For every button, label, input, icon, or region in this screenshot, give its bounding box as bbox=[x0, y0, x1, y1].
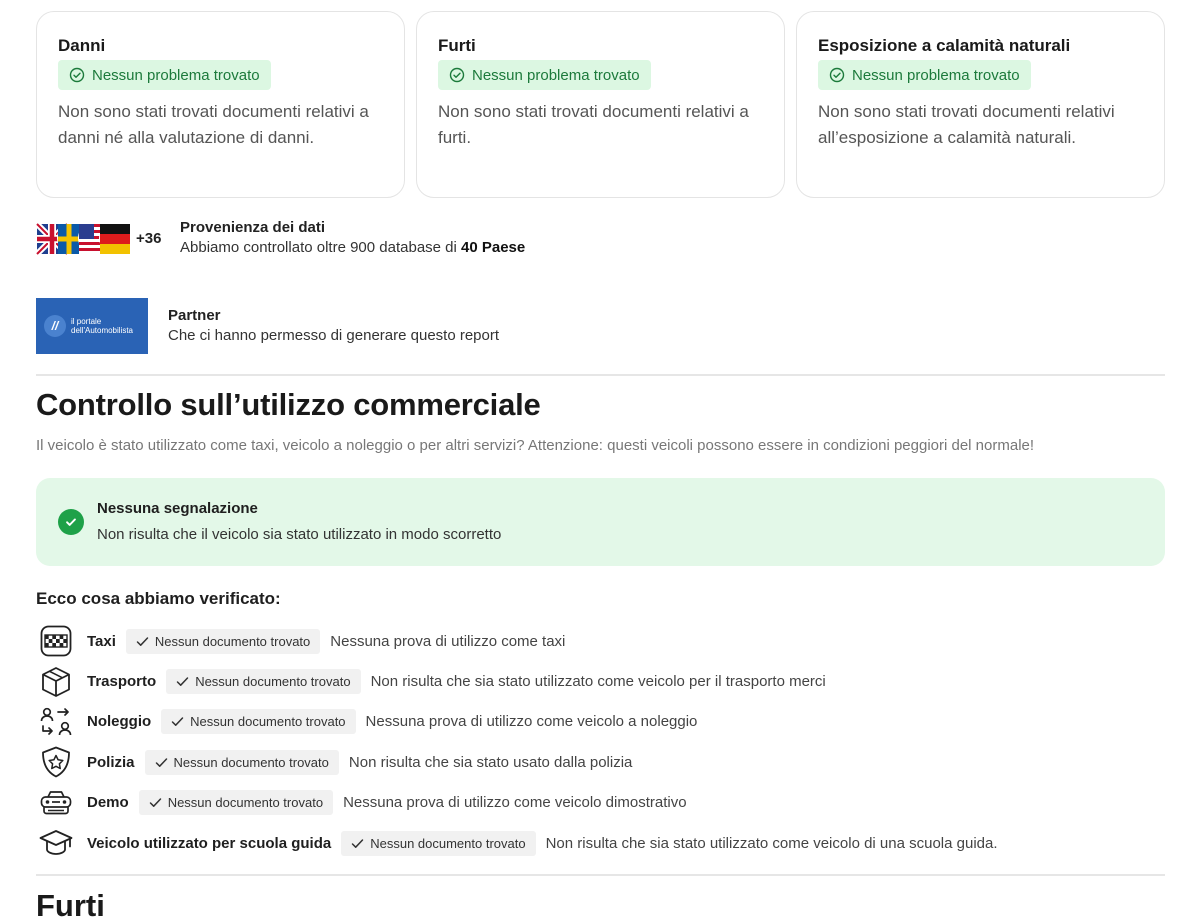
status-badge bbox=[438, 60, 651, 90]
card-calamita bbox=[796, 11, 1165, 198]
taxi-icon bbox=[36, 624, 76, 658]
card-title: Danni bbox=[58, 36, 106, 55]
box-icon bbox=[36, 665, 76, 699]
checkmark-icon bbox=[155, 756, 168, 769]
status-badge bbox=[58, 60, 271, 90]
check-description: Non risulta che sia stato utilizzato come veicolo di una scuola guida. bbox=[545, 834, 998, 852]
check-circle-icon bbox=[829, 67, 845, 83]
check-badge: Nessun documento trovato bbox=[161, 709, 355, 734]
check-badge: Nessun documento trovato bbox=[139, 790, 333, 815]
check-badge: Nessun documento trovato bbox=[341, 831, 535, 856]
card-text: Non sono stati trovati documenti relativi a furti. bbox=[438, 102, 749, 147]
divider bbox=[36, 874, 1165, 876]
check-badge: Nessun documento trovato bbox=[126, 629, 320, 654]
card-text: Non sono stati trovati documenti relativi all’esposizione a calamità naturali. bbox=[818, 102, 1115, 147]
next-section-title: Furti bbox=[36, 888, 105, 923]
checked-list-title: Ecco cosa abbiamo verificato: bbox=[36, 589, 281, 608]
check-description: Non risulta che sia stato usato dalla polizia bbox=[348, 753, 633, 771]
germany-flag-icon bbox=[99, 223, 129, 253]
no-issues-alert bbox=[36, 478, 1165, 566]
partner-text bbox=[168, 306, 499, 346]
partner bbox=[36, 298, 499, 354]
card-danni bbox=[36, 11, 405, 198]
demo-car-icon bbox=[36, 786, 76, 820]
status-badge-label: Nessun problema trovato bbox=[472, 66, 640, 84]
check-circle-icon bbox=[69, 67, 85, 83]
check-label: Demo bbox=[87, 794, 129, 812]
divider bbox=[36, 374, 1165, 376]
checkmark-icon bbox=[149, 796, 162, 809]
check-label: Trasporto bbox=[87, 673, 157, 691]
check-label: Noleggio bbox=[87, 713, 152, 731]
sources-text bbox=[180, 218, 525, 258]
data-sources bbox=[36, 217, 525, 259]
check-circle-filled-icon bbox=[58, 509, 84, 535]
check-label: Polizia bbox=[87, 753, 135, 771]
partner-description: Che ci hanno permesso di generare questo report bbox=[168, 327, 500, 344]
checks-list bbox=[36, 621, 998, 863]
rental-icon bbox=[36, 705, 76, 739]
check-row-noleggio bbox=[36, 702, 998, 742]
alert-title: Nessuna segnalazione bbox=[97, 500, 258, 517]
checkmark-icon bbox=[351, 837, 364, 850]
check-description: Non risulta che sia stato utilizzato come veicolo per il trasporto merci bbox=[370, 673, 826, 691]
status-cards bbox=[36, 11, 1165, 198]
partner-logo-text: il portale dell'Automobilista bbox=[71, 317, 134, 335]
status-badge bbox=[818, 60, 1031, 90]
extra-countries-count: +36 bbox=[136, 229, 162, 247]
alert-description: Non risulta che il veicolo sia stato utilizzato in modo scorretto bbox=[97, 526, 502, 543]
status-badge-label: Nessun problema trovato bbox=[852, 66, 1020, 84]
card-title: Furti bbox=[438, 36, 476, 55]
sources-description: Abbiamo controllato oltre 900 database di 40 Paese bbox=[180, 239, 526, 256]
partner-logo-mark: // bbox=[44, 315, 66, 337]
graduation-cap-icon bbox=[36, 826, 76, 860]
checkmark-icon bbox=[171, 715, 184, 728]
check-row-taxi bbox=[36, 621, 998, 661]
check-row-demo bbox=[36, 783, 998, 823]
check-label: Veicolo utilizzato per scuola guida bbox=[87, 834, 332, 852]
partner-logo bbox=[36, 298, 148, 354]
checkmark-icon bbox=[176, 675, 189, 688]
check-row-trasporto bbox=[36, 661, 998, 701]
section-title: Controllo sull’utilizzo commerciale bbox=[36, 387, 541, 422]
check-row-polizia bbox=[36, 742, 998, 782]
check-row-scuola-guida bbox=[36, 823, 998, 863]
card-text: Non sono stati trovati documenti relativi a danni né alla valutazione di danni. bbox=[58, 102, 369, 147]
card-furti bbox=[416, 11, 785, 198]
checkmark-icon bbox=[136, 635, 149, 648]
country-flags bbox=[36, 223, 128, 253]
check-description: Nessuna prova di utilizzo come veicolo dimostrativo bbox=[343, 794, 687, 812]
check-description: Nessuna prova di utilizzo come veicolo a noleggio bbox=[365, 713, 698, 731]
check-description: Nessuna prova di utilizzo come taxi bbox=[330, 632, 566, 650]
section-subtitle: Il veicolo è stato utilizzato come taxi, veicolo a noleggio o per altri servizi? Attenzione: questi veicoli possono essere in condizioni peggiori del normale! bbox=[36, 437, 1035, 454]
card-title: Esposizione a calamità naturali bbox=[818, 36, 1071, 55]
sources-title: Provenienza dei dati bbox=[180, 219, 326, 236]
check-circle-icon bbox=[449, 67, 465, 83]
status-badge-label: Nessun problema trovato bbox=[92, 66, 260, 84]
check-badge: Nessun documento trovato bbox=[145, 750, 339, 775]
countries-count: 40 Paese bbox=[461, 239, 526, 256]
police-badge-icon bbox=[36, 745, 76, 779]
check-label: Taxi bbox=[87, 632, 116, 650]
alert-text bbox=[97, 496, 501, 548]
partner-title: Partner bbox=[168, 307, 221, 324]
check-badge: Nessun documento trovato bbox=[166, 669, 360, 694]
